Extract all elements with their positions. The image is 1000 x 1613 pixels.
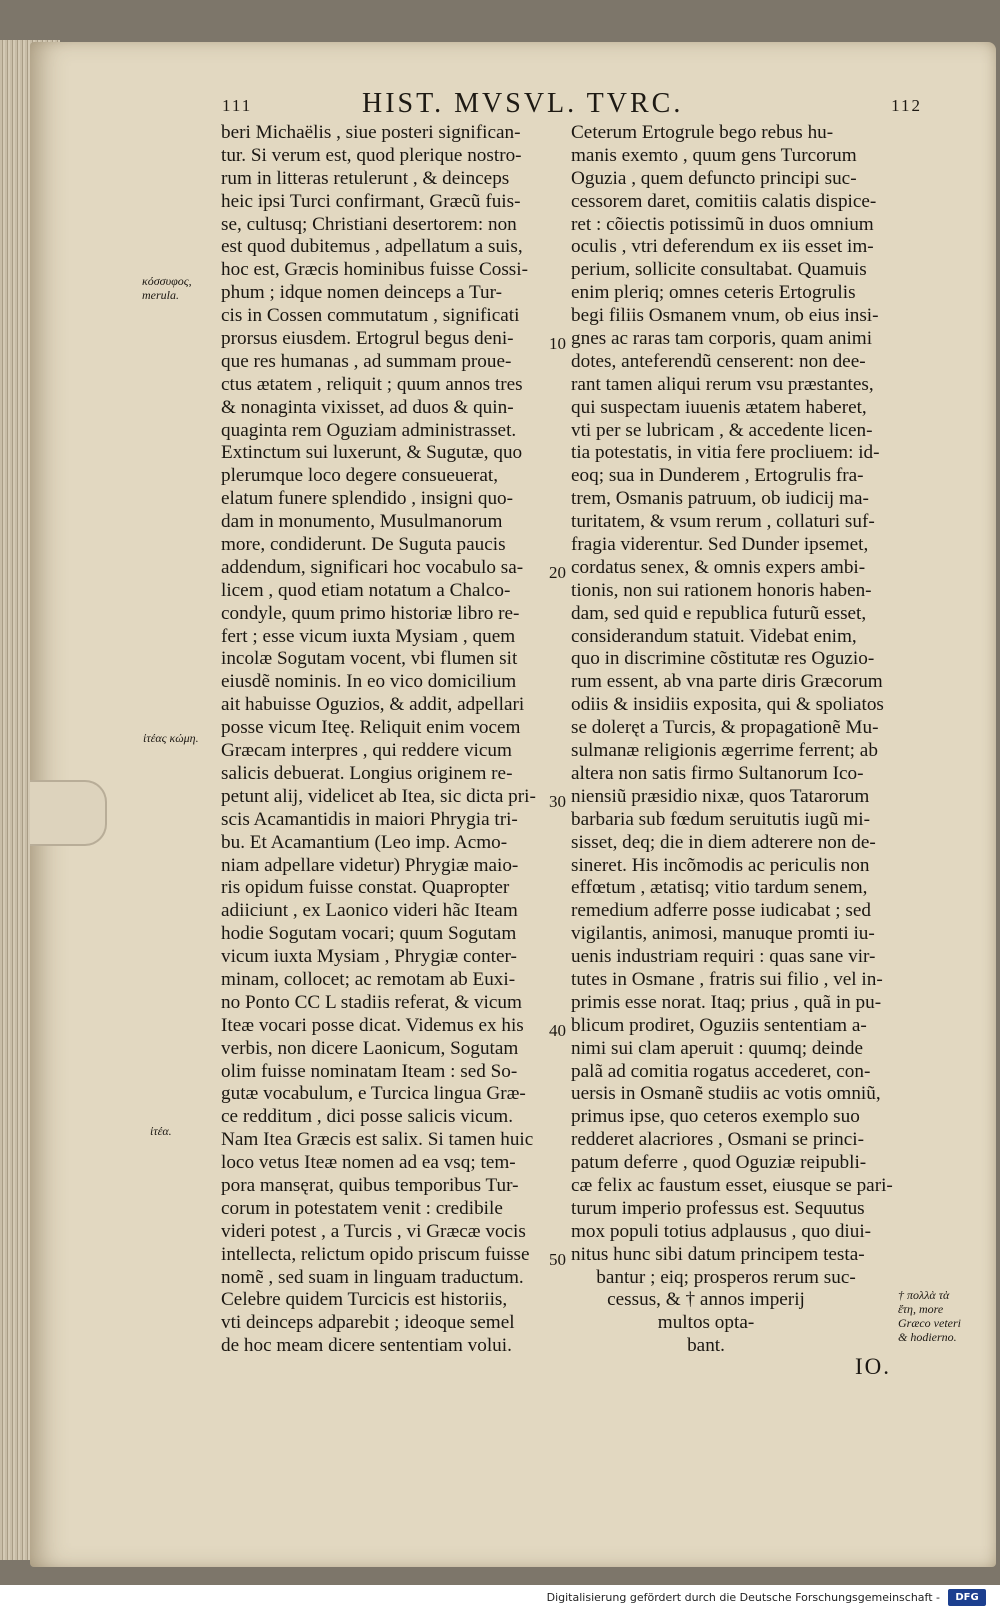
text-line: posse vicum Iteę. Reliquit enim vocem (221, 717, 521, 739)
text-line: nomẽ , sed suam in linguam traductum. (221, 1266, 524, 1288)
text-line: remedium adferre posse iudicabat ; sed (571, 900, 871, 922)
text-line: incolæ Sogutam vocent, vbi flumen sit (221, 648, 518, 670)
text-line: primus ipse, quo ceteros exemplo suo (571, 1106, 860, 1128)
text-line: beri Michaëlis , siue posteri significan- (221, 122, 521, 143)
text-line: Iteæ vocari posse dicat. Videmus ex his (221, 1014, 524, 1036)
text-line: Oguzia , quem defuncto principi suc- (571, 167, 857, 189)
text-line: corum in potestatem venit : credibile (221, 1197, 503, 1219)
page-tab-marker (30, 780, 107, 846)
right-column (571, 122, 901, 1358)
text-line: pora mansęrat, quibus temporibus Tur- (221, 1174, 519, 1196)
text-line: nimi sui clam aperuit : quumq; deinde (571, 1037, 864, 1059)
text-line: minam, collocet; ac remotam ab Euxi- (221, 968, 516, 990)
text-line: barbaria sub fœdum seruitutis iugũ mi- (571, 808, 870, 830)
text-line: qui suspectam iuuenis ætatem haberet, (571, 396, 867, 418)
text-line: adiiciunt , ex Laonico videri hãc Iteam (221, 900, 518, 922)
text-line: petunt alij, videlicet ab Itea, sic dicta pri- (221, 785, 536, 807)
text-line: Extinctum sui luxerunt, & Sugutæ, quo (221, 442, 523, 464)
text-line: que res humanas , ad summam proue- (221, 350, 512, 372)
text-line: tionis, non sui rationem honoris haben- (571, 579, 872, 601)
text-line: perium, sollicite consultabat. Quamuis (571, 259, 867, 281)
text-line: bu. Et Acamantium (Leo imp. Acmo- (221, 831, 508, 853)
text-line: & nonaginta vixisset, ad duos & quin- (221, 396, 514, 418)
text-line: se doleręt a Turcis, & propagationẽ Mu- (571, 717, 879, 739)
text-line: rant tamen aliqui rerum vsu præstantes, (571, 373, 874, 395)
text-line: redderet alacriores , Osmani se princi- (571, 1129, 865, 1151)
text-line: oculis , vtri deferendum ex iis esset im- (571, 236, 874, 258)
text-line: rum in litteras retulerunt , & deinceps (221, 167, 510, 189)
text-line: turitatem, & vsum rerum , collaturi suf- (571, 511, 875, 533)
text-line: uenis industriam requiri : quas sane vir- (571, 946, 876, 968)
text-line: plerumque loco degere consueuerat, (221, 465, 499, 487)
text-line: salicis debuerat. Longius originem re- (221, 762, 513, 784)
running-title: HIST. MVSVL. TVRC. (362, 88, 684, 119)
text-line: elatum funere splendido , insigni quo- (221, 488, 514, 510)
text-line: niensiũ præsidio nixæ, quos Tatarorum (571, 785, 870, 807)
text-line: ret : cõiectis potissimũ in duos omnium (571, 213, 874, 235)
text-line: begi filiis Osmanem vnum, ob eius insi- (571, 305, 879, 327)
text-line: trem, Osmanis patruum, ob iudicij ma- (571, 488, 869, 510)
text-line: dam, sed quid e republica futurũ esset, (571, 602, 867, 624)
text-line: cordatus senex, & omnis expers ambi- (571, 556, 866, 578)
text-line: fragia viderentur. Sed Dunder ipsemet, (571, 534, 869, 556)
text-line: uersis in Osmanẽ studiis ac votis omniũ, (571, 1083, 881, 1105)
text-line: prorsus eiusdem. Ertogrul begus deni- (221, 328, 514, 350)
line-number: 40 (549, 1021, 566, 1040)
text-line: heic ipsi Turci confirmant, Græcũ fuis- (221, 190, 521, 212)
text-line: vti deinceps adparebit ; ideoque semel (221, 1312, 515, 1334)
text-line: verbis, non dicere Laonicum, Sogutam (221, 1037, 519, 1059)
text-line: cis in Cossen commutatum , significati (221, 305, 520, 327)
text-line: videri potest , a Turcis , vi Græcæ vocis (221, 1220, 526, 1242)
text-line: odiis & insidiis exposita, qui & spoliatos (571, 694, 884, 716)
margin-note-line: & hodierno. (898, 1330, 957, 1344)
text-line: turum imperio professus est. Sequutus (571, 1197, 865, 1219)
margin-note-line: merula. (142, 288, 179, 302)
left-column (221, 122, 546, 1358)
text-line: olim fuisse nominatam Iteam : sed So- (221, 1060, 518, 1082)
text-line: cessorem daret, comitiis calatis dispice- (571, 190, 877, 212)
text-line: eiusdẽ nominis. In eo vico domicilium (221, 671, 517, 693)
text-line: est quod dubitemus , adpellatum a suis, (221, 236, 523, 258)
text-line: cessus, & † annos imperij (607, 1289, 805, 1311)
text-line: vigilantis, animosi, manuque promti iu- (571, 923, 875, 945)
text-line: Græcam interpres , qui reddere vicum (221, 740, 512, 762)
margin-note-line: Græco veteri (898, 1316, 961, 1330)
text-line: ctus ætatem , reliquit ; quum annos tres (221, 373, 523, 395)
text-line: ris opidum fuisse constat. Quapropter (221, 877, 510, 899)
footer-text: Digitalisierung gefördert durch die Deutsche Forschungsgemeinschaft - (546, 1591, 940, 1604)
dfg-logo: DFG (948, 1589, 986, 1606)
text-line: intellecta, relictum opido priscum fuisse (221, 1243, 530, 1265)
text-line: Celebre quidem Turcicis est historiis, (221, 1289, 508, 1311)
text-line: ait habuisse Oguzios, & addit, adpellari (221, 694, 525, 716)
text-line: no Ponto CC L stadiis referat, & vicum (221, 991, 522, 1013)
text-line: bantur ; eiq; prosperos rerum suc- (596, 1266, 856, 1288)
text-line: altera non satis firmo Sultanorum Ico- (571, 762, 864, 784)
signature-mark: IO. (855, 1354, 892, 1379)
text-line: tur. Si verum est, quod plerique nostro- (221, 144, 522, 166)
page-number-left: 111 (222, 96, 253, 115)
text-line: hoc est, Græcis hominibus fuisse Cossi- (221, 259, 528, 281)
text-line: nitus hunc sibi datum principem testa- (571, 1243, 865, 1265)
running-header (222, 88, 922, 122)
text-line: loco vetus Iteæ nomen ad ea vsq; tem- (221, 1152, 516, 1174)
text-line: blicum prodiret, Oguziis sententiam a- (571, 1014, 867, 1036)
text-line: quo in discrimine cõstitutæ res Oguzio- (571, 648, 875, 670)
text-line: tia potestatis, in vitia fere procliuem: id- (571, 442, 880, 464)
line-number: 50 (549, 1250, 566, 1269)
line-number: 10 (549, 334, 566, 353)
text-line: rum essent, ab vna parte diris Græcorum (571, 671, 883, 693)
text-line: effœtum , ætatisq; vitio tardum senem, (571, 877, 868, 899)
margin-note: ἰτέας κώμη. (143, 731, 199, 745)
margin-note-line: † πολλὰ τὰ (898, 1288, 950, 1302)
text-line: vicum iuxta Mysiam , Phrygiæ conter- (221, 946, 517, 968)
text-line: more, condiderunt. De Suguta paucis (221, 534, 506, 556)
page-number-right: 112 (891, 96, 922, 115)
text-line: enim pleriq; omnes ceteris Ertogrulis (571, 282, 856, 304)
text-line: sineret. His incõmodis ac periculis non (571, 854, 870, 876)
text-line: quaginta rem Oguziam administrasset. (221, 419, 517, 441)
text-line: considerandum statuit. Videbat enim, (571, 625, 857, 647)
text-line: patum deferre , quod Oguziæ reipubli- (571, 1152, 867, 1174)
footer-bar (0, 1585, 1000, 1613)
text-line: sisset, deq; die in diem adterere non de- (571, 831, 876, 853)
text-line: bant. (687, 1335, 725, 1357)
line-number: 20 (549, 563, 566, 582)
text-line: phum ; idque nomen deinceps a Tur- (221, 282, 503, 304)
text-line: fert ; esse vicum iuxta Mysiam , quem (221, 625, 516, 647)
text-line: scis Acamantidis in maiori Phrygia tri- (221, 808, 518, 830)
margin-note (142, 274, 192, 302)
text-line: de hoc meam dicere sententiam volui. (221, 1335, 512, 1357)
text-line: manis exemto , quum gens Turcorum (571, 144, 857, 166)
text-line: mox populi totius adplausus , quo diui- (571, 1220, 872, 1242)
text-line: Nam Itea Græcis est salix. Si tamen huic (221, 1129, 534, 1151)
line-number: 30 (549, 792, 566, 811)
text-line: vti per se lubricam , & accedente licen- (571, 419, 873, 441)
text-line: hodie Sogutam vocari; quum Sogutam (221, 923, 517, 945)
text-line: eoq; sua in Dunderem , Ertogrulis fra- (571, 465, 864, 487)
text-line: licem , quod etiam notatum a Chalco- (221, 579, 511, 601)
text-line: condyle, quum primo historiæ libro re- (221, 602, 520, 624)
text-line: gnes ac raras tam corporis, quam animi (571, 328, 873, 350)
text-line: addendum, significari hoc vocabulo sa- (221, 556, 524, 578)
text-line: se, cultusq; Christiani desertorem: non (221, 213, 517, 235)
text-line: ce redditum , dici posse salicis vicum. (221, 1106, 514, 1128)
margin-note (898, 1288, 961, 1344)
text-line: sulmanæ religionis ægerrime ferrent; ab (571, 740, 878, 762)
text-line: niam adpellare videtur) Phrygiæ maio- (221, 854, 519, 876)
text-line: tutes in Osmane , fratris sui filio , vel in- (571, 968, 883, 990)
text-line: primis esse norat. Itaq; prius , quã in pu- (571, 991, 882, 1013)
text-line: gutæ vocabulum, e Turcica lingua Græ- (221, 1083, 526, 1105)
text-line: dam in monumento, Musulmanorum (221, 511, 503, 533)
text-line: palã ad comitia rogatus accederet, con- (571, 1060, 871, 1082)
margin-note-line: κόσσυφος, (142, 274, 192, 288)
text-line: cæ felix ac faustum esset, eiusque se pari- (571, 1174, 893, 1196)
text-line: Ceterum Ertogrule bego rebus hu- (571, 122, 834, 143)
text-line: dotes, anteferendũ censerent: non dee- (571, 350, 866, 372)
margin-note-line: ἔτη, more (898, 1302, 944, 1316)
text-line: multos opta- (657, 1312, 755, 1334)
margin-note: ἰτέα. (150, 1124, 172, 1138)
